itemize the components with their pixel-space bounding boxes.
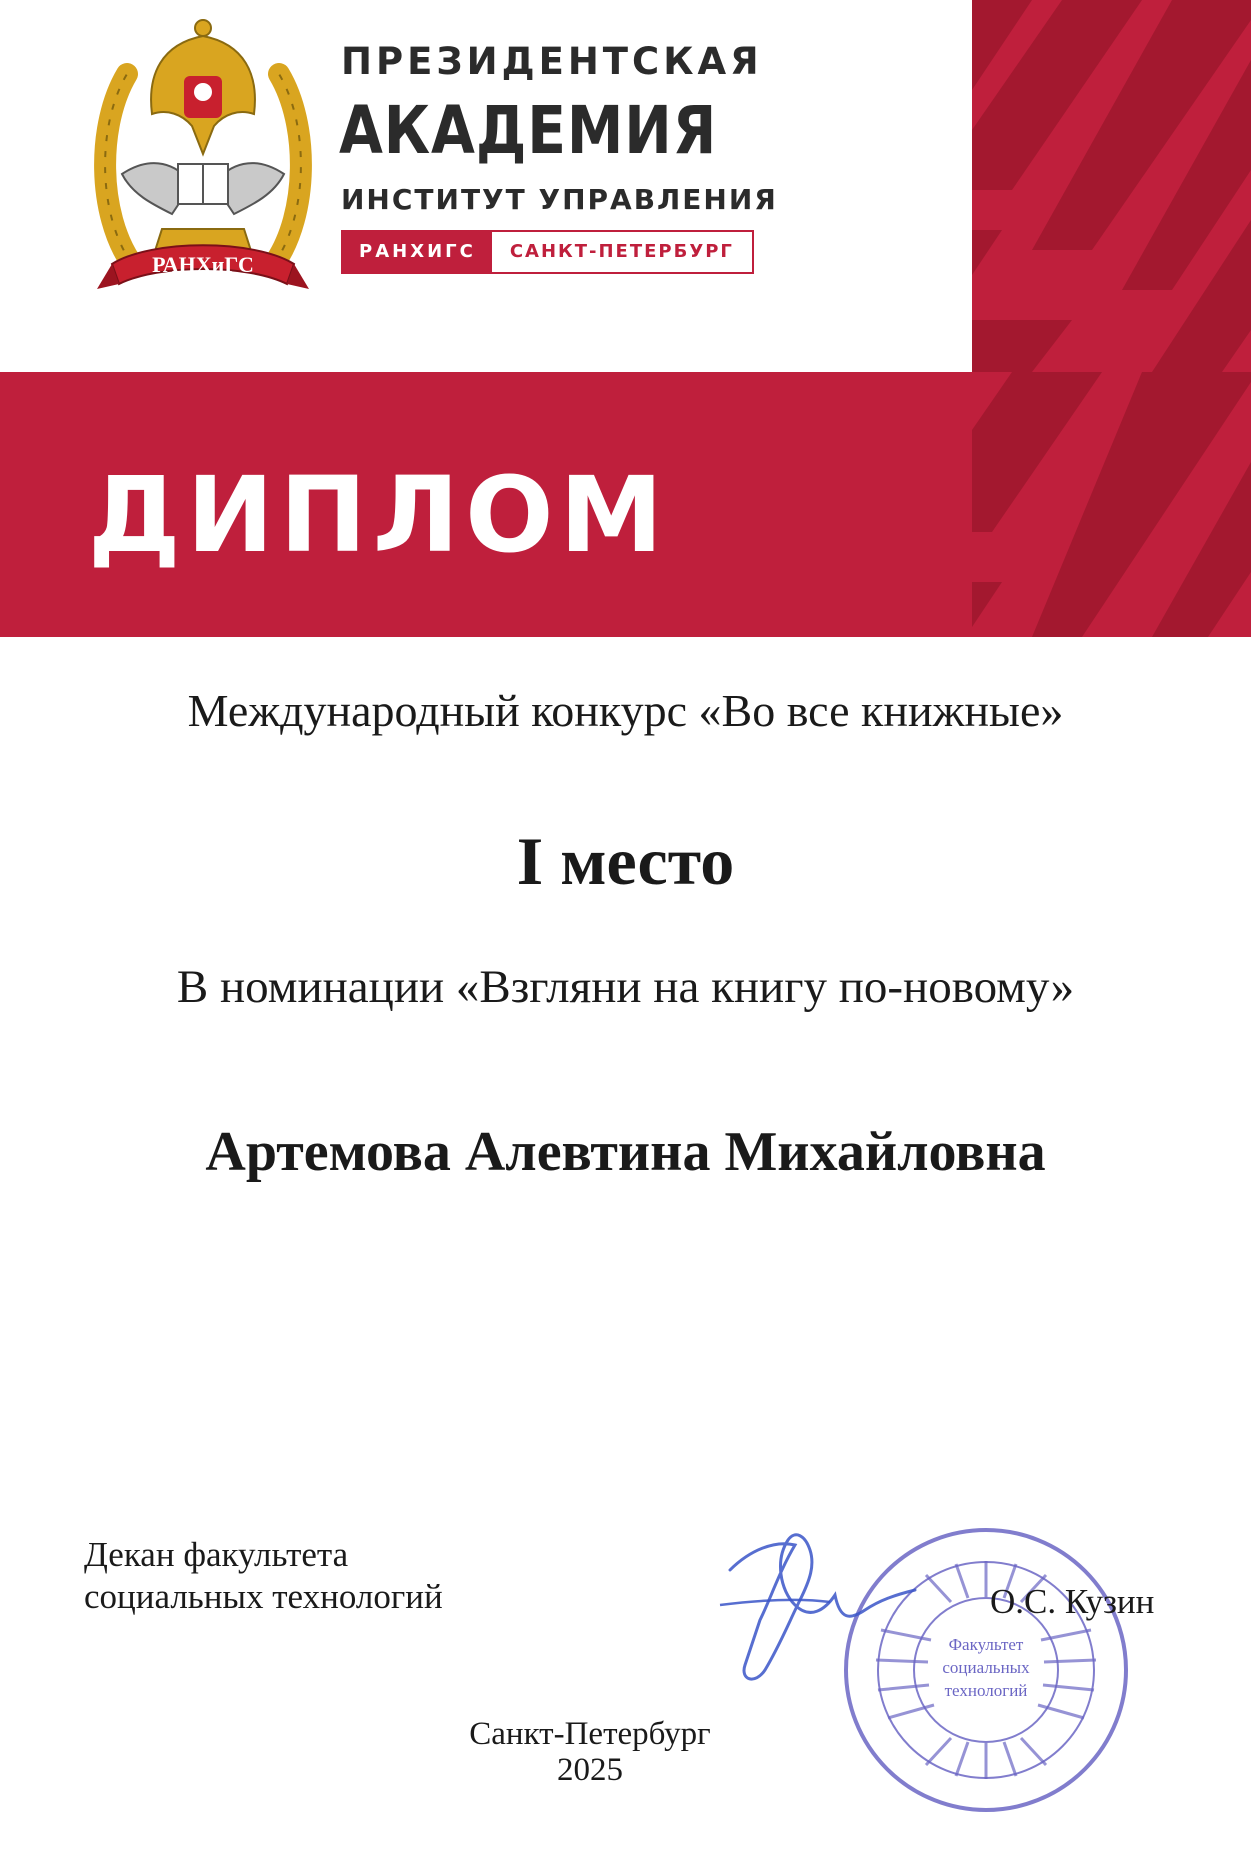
stamp-line-2: социальных — [942, 1658, 1030, 1677]
tag-ranepa: РАНХИГС — [343, 232, 492, 272]
dean-title — [84, 1534, 443, 1618]
emblem-ribbon-text: РАНХиГС — [152, 252, 254, 277]
brand-tag — [341, 230, 754, 274]
banner-pattern — [972, 372, 1251, 637]
ranepa-emblem — [92, 14, 314, 314]
year: 2025 — [557, 1752, 623, 1788]
header-pattern — [972, 0, 1251, 372]
nomination: В номинации «Взгляни на книгу по-новому» — [176, 961, 1075, 1013]
brand-line-institute: ИНСТИТУТ УПРАВЛЕНИЯ — [341, 183, 778, 216]
dean-line-2: социальных технологий — [84, 1577, 443, 1616]
award-place: I место — [516, 823, 735, 899]
city: Санкт-Петербург — [469, 1716, 711, 1752]
signer-name: О.С. Кузин — [990, 1582, 1155, 1621]
place-date — [440, 1716, 740, 1788]
recipient-name: Артемова Алевтина Михайловна — [205, 1121, 1046, 1183]
signature — [700, 1510, 1000, 1700]
brand-line-academy: АКАДЕМИЯ — [339, 92, 718, 169]
stamp-line-1: Факультет — [948, 1635, 1024, 1654]
dean-line-1: Декан факультета — [84, 1535, 349, 1574]
title-banner — [0, 372, 1251, 637]
tag-spb: САНКТ-ПЕТЕРБУРГ — [492, 232, 752, 272]
brand-line-president: ПРЕЗИДЕНТСКАЯ — [341, 40, 763, 83]
diploma-title: ДИПЛОМ — [88, 454, 669, 576]
contest-name: Международный конкурс «Во все книжные» — [187, 685, 1064, 736]
stamp-line-3: технологий — [944, 1681, 1028, 1700]
